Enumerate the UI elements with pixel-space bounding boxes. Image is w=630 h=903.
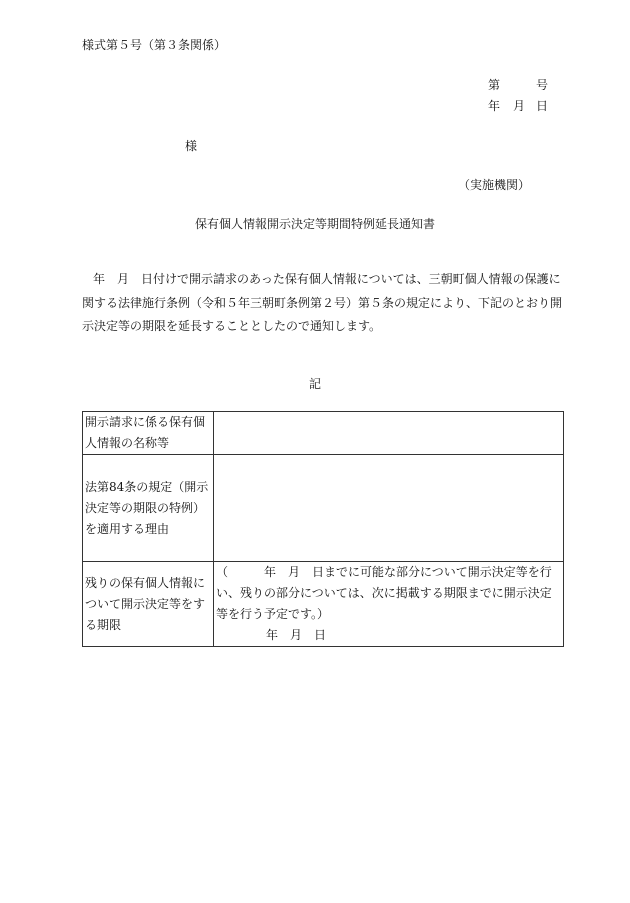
row-value-deadline [214,562,564,647]
date-year: 年 [488,99,501,113]
addressee: 様 [185,139,198,153]
row-label-info-name: 開示請求に係る保有個人情報の名称等 [83,412,214,455]
issuer: （実施機関） [458,178,531,192]
row-value-reason [214,455,564,562]
deadline-date: 年 月 日 [266,628,327,642]
row-label-deadline: 残りの保有個人情報について開示決定等をする期限 [83,562,214,647]
deadline-note: （ 年 月 日までに可能な部分について開示決定等を行い、残りの部分については、次に掲載する期限までに開示決定等を行う予定です。） [216,565,552,621]
date-day: 日 [536,99,549,113]
ki-heading: 記 [308,377,321,391]
document-title: 保有個人情報開示決定等期間特例延長通知書 [194,217,435,231]
row-value-info-name [214,412,564,455]
date-month: 月 [513,99,526,113]
table-row [83,562,564,647]
row-label-reason: 法第84条の規定（開示決定等の期限の特例）を適用する理由 [83,455,214,562]
table-row [83,455,564,562]
form-number: 様式第５号（第３条関係） [82,38,227,52]
details-table [82,411,564,647]
document-number-suffix: 号 [536,78,549,92]
table-row [83,412,564,455]
document-number-prefix: 第 [488,78,501,92]
body-paragraph: 年 月 日付けで開示請求のあった保有個人情報については、三朝町個人情報の保護に関する法律施行条例（令和５年三朝町条例第２号）第５条の規定により、下記のとおり開示決定等の期限を延長することとしたので通知します。 [82,272,563,333]
